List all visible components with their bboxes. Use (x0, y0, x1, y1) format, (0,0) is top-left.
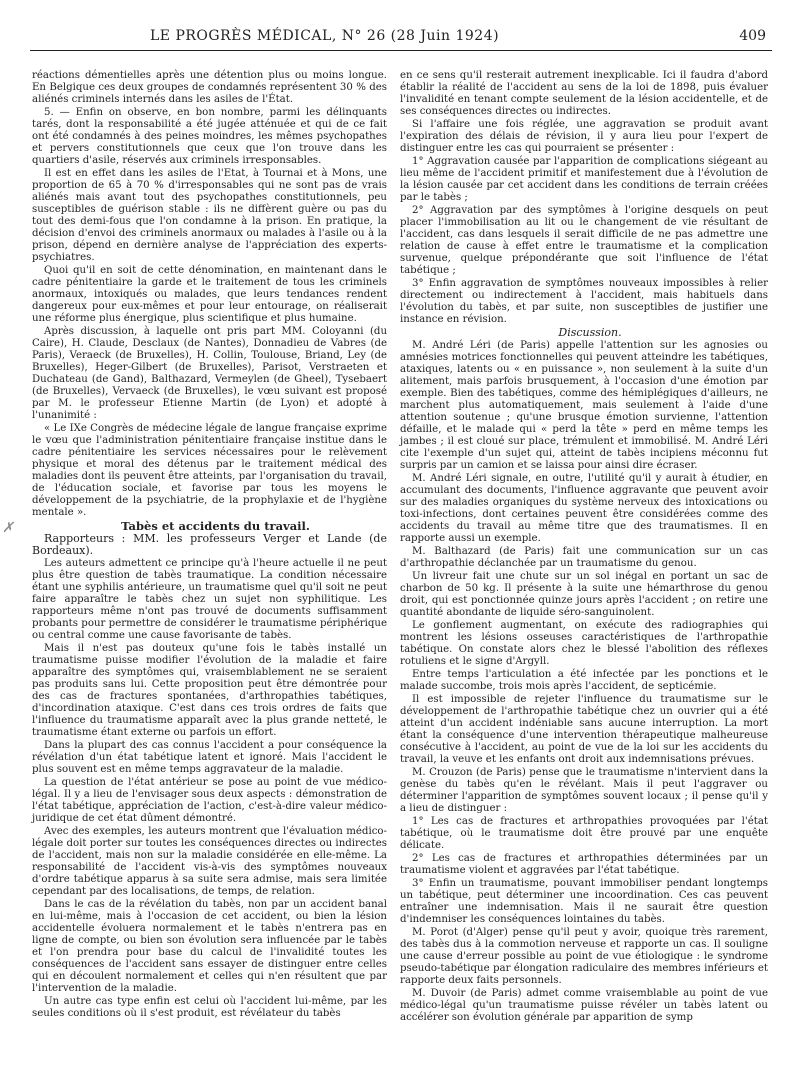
paragraph: M. Crouzon (de Paris) pense que le traumatisme n'intervient dans la genèse du tabès qu'en le révélant. Mais il peut l'aggraver ou déterminer l'apparition de symptômes souvent locaux ; il pense qu'il y a lieu de distinguer : (400, 767, 768, 814)
paragraph: M. André Léri (de Paris) appelle l'attention sur les agnosies ou amnésies motrices fonctionnelles qui peuvent atteindre les tabétiques, ataxiques, latents ou « en puissance », non seulement à la suite d'un alitement, mais parfois brusquement, à l'occasion d'une émotion par exemple. Bien des tabétiques, comme des hémiplégiques d'ailleurs, ne marchent plus automatiquement, mais seulement à l'aide d'une attention soutenue ; qu'une brusque émotion survienne, l'attention défaille, et le malade qui « perd la tête » perd en même temps les jambes ; il est cloué sur place, trémulent et immobilisé. M. André Léri cite l'exemple d'un sujet qui, atteint de tabès incipiens méconnu fut surpris par un camion et se laissa pour ainsi dire écraser. (400, 340, 768, 471)
paragraph: Il est en effet dans les asiles de l'Etat, à Tournai et à Mons, une proportion de 65 à 70 % d'irresponsables qui ne sont pas de vrais aliénés mais avant tout des psychopathes constitutionnels, peu susceptibles de guérison stable : ils ne diffèrent guère ou pas du tout des demi-fous que l'on condamne à la prison. En pratique, la décision d'envoi des criminels anormaux ou malades à l'asile ou à la prison, dépend en dernière analyse de l'appréciation des experts-psychiatres. (32, 168, 387, 263)
left-column (32, 70, 387, 1021)
paragraph: Un autre cas type enfin est celui où l'accident lui-même, par les seules conditions où il s'est produit, est révélateur du tabès (32, 996, 387, 1019)
paragraph: 2° Les cas de fractures et arthropathies déterminées par un traumatisme violent et aggravées par l'état tabétique. (400, 853, 768, 876)
paragraph: La question de l'état antérieur se pose au point de vue médico-légal. Il y a lieu de l'envisager sous deux aspects : démonstration de l'état tabétique, appréciation de l'action, c'est-à-dire valeur médico-juridique de cet état dûment démontré. (32, 777, 387, 824)
paragraph: Un livreur fait une chute sur un sol inégal en portant un sac de charbon de 50 kg. Il présente à la suite une hémarthrose du genou droit, qui est ponctionnée quinze jours après l'accident ; on retire une quantité abondante de liquide séro-sanguinolent. (400, 571, 768, 618)
paragraph: Mais il n'est pas douteux qu'une fois le tabès installé un traumatisme puisse modifier l'évolution de la maladie et faire apparaître des symptômes qui, vraisemblablement ne se seraient pas produits sans lui. Cette proposition peut être démontrée pour des cas de fractures spontanées, d'arthropathies tabétiques, d'incordination ataxique. C'est dans ces trois ordres de faits que l'influence du traumatisme apparaît avec la plus grande netteté, le traumatisme étant externe ou parfois un effort. (32, 643, 387, 738)
paragraph: 2° Aggravation par des symptômes à l'origine desquels on peut placer l'immobilisation au lit ou le changement de vie résultant de l'accident, cas dans lesquels il serait difficile de ne pas admettre une relation de cause à effet entre le traumatisme et la complication survenue, quelque prépondérante que soit l'influence de l'état tabétique ; (400, 205, 768, 276)
section-title: Tabès et accidents du travail. (121, 519, 310, 533)
paragraph: M. Duvoir (de Paris) admet comme vraisemblable au point de vue médico-légal qu'un traumatisme puisse révéler un tabès latent ou accélérer son évolution générale par apparition de symp (400, 988, 768, 1023)
paragraph: 1° Aggravation causée par l'apparition de complications siégeant au lieu même de l'accident primitif et manifestement due à l'évolution de la lésion causée par cet accident dans les conditions de terrain créées par le tabès ; (400, 156, 768, 203)
paragraph: Entre temps l'articulation a été infectée par les ponctions et le malade succombe, trois mois après l'accident, de septicémie. (400, 669, 768, 692)
running-title: LE PROGRÈS MÉDICAL, N° 26 (28 Juin 1924) (150, 28, 500, 44)
paragraph: 3° Enfin un traumatisme, pouvant immobiliser pendant longtemps un tabétique, peut déterminer une incoordination. Ces cas peuvent entraîner une indemnisation. Mais il ne saurait être question d'indemniser les conséquences lointaines du tabès. (400, 878, 768, 925)
paragraph: M. Porot (d'Alger) pense qu'il peut y avoir, quoique très rarement, des tabès dus à la commotion nerveuse et rapporte un cas. Il souligne une cause d'erreur possible au point de vue étiologique : le syndrome pseudo-tabétique par élongation radiculaire des membres inférieurs et rapporte deux faits personnels. (400, 927, 768, 986)
right-column (400, 70, 768, 1025)
paragraph: Dans la plupart des cas connus l'accident a pour conséquence la révélation d'un état tabétique latent et ignoré. Mais l'accident le plus souvent est en même temps aggravateur de la maladie. (32, 740, 387, 775)
rapporteurs-line: Rapporteurs : MM. les professeurs Verger et Lande (de Bordeaux). (32, 532, 387, 557)
paragraph: M. André Léri signale, en outre, l'utilité qu'il y aurait à étudier, en accumulant des documents, l'influence aggravante que peuvent avoir sur des maladies organiques du système nerveux des intoxications ou toxi-infections, dont certaines peuvent être considérées comme des accidents du travail au même titre que des traumatismes. Il en rapporte aussi un exemple. (400, 473, 768, 544)
paragraph: réactions démentielles après une détention plus ou moins longue. En Belgique ces deux groupes de condamnés représentent 30 % des aliénés criminels internés dans les asiles de l'État. (32, 70, 387, 105)
paragraph: Avec des exemples, les auteurs montrent que l'évaluation médico-légale doit porter sur toutes les conséquences directes ou indirectes de l'accident, mais non sur la maladie considérée en elle-même. La responsabilité de l'accident vis-à-vis des symptômes nouveaux d'ordre tabétique apparus à sa suite sera admise, mais sera limitée cependant par des localisations, de temps, de relation. (32, 826, 387, 897)
paragraph: Il est impossible de rejeter l'influence du traumatisme sur le développement de l'arthropathie tabétique chez un ouvrier qui a été atteint d'un accident indéniable sans aucune interruption. La mort étant la conséquence d'une intervention thérapeutique malheureuse consécutive à l'accident, au point de vue de la loi sur les accidents du travail, la veuve et les enfants ont droit aux indemnisations prévues. (400, 694, 768, 765)
paragraph: Dans le cas de la révélation du tabès, non par un accident banal en lui-même, mais à l'occasion de cet accident, ou bien la lésion accidentelle évoluera normalement et le tabès n'entrera pas en ligne de compte, ou bien son évolution sera influencée par le tabès et l'on prendra pour base du calcul de l'invalidité toutes les conséquences de l'accident sans essayer de distinguer entre celles qui en découlent normalement et celles qui n'en résultent que par l'intervention de la maladie. (32, 899, 387, 994)
paragraph: 3° Enfin aggravation de symptômes nouveaux impossibles à relier directement ou indirectement à l'accident, mais habituels dans l'évolution du tabès, et par suite, non susceptibles de justifier une instance en révision. (400, 278, 768, 325)
paragraph: Si l'affaire une fois réglée, une aggravation se produit avant l'expiration des délais de révision, il y aura lieu pour l'expert de distinguer entre les cas qui pourraient se présenter : (400, 119, 768, 154)
paragraph: Après discussion, à laquelle ont pris part MM. Coloyanni (du Caire), H. Claude, Desclaux (de Nantes), Donnadieu de Vabres (de Paris), Veraeck (de Bruxelles), H. Collin, Toulouse, Briand, Ley (de Bruxelles), Heger-Gilbert (de Bruxelles), Parisot, Verstraeten et Duchateau (de Gand), Balthazard, Vermeylen (de Gheel), Tysebaert (de Bruxelles), Vervaeck (de Bruxelles), le vœu suivant est proposé par M. le professeur Etienne Martin (de Lyon) et adopté à l'unanimité : (32, 326, 387, 421)
paragraph: Le gonflement augmentant, on exécute des radiographies qui montrent les lésions osseuses caractéristiques de l'arthropathie tabétique. On constate alors chez le blessé l'abolition des réflexes rotuliens et le signe d'Argyll. (400, 620, 768, 667)
paragraph: M. Balthazard (de Paris) fait une communication sur un cas d'arthropathie déclanchée par un traumatisme du genou. (400, 546, 768, 569)
paragraph: 1° Les cas de fractures et arthropathies provoquées par l'état tabétique, où le traumatisme doit être prouvé par une enquête délicate. (400, 816, 768, 851)
discussion-heading: Discussion. (558, 326, 622, 339)
paragraph: en ce sens qu'il resterait autrement inexplicable. Ici il faudra d'abord établir la réalité de l'accident au sens de la loi de 1898, puis évaluer l'invalidité en tenant compte seulement de la lésion accidentelle, et de ses conséquences directes ou indirectes. (400, 70, 768, 117)
page-number: 409 (739, 28, 766, 44)
page-header (30, 28, 772, 51)
handwritten-margin-mark: ✗ (2, 520, 14, 536)
paragraph: Les auteurs admettent ce principe qu'à l'heure actuelle il ne peut plus être question de tabès traumatique. La condition nécessaire étant une syphilis antérieure, un traumatisme quel qu'il soit ne peut faire apparaître le tabès chez un sujet non syphilitique. Les rapporteurs même n'ont pas trouvé de documents suffisamment probants pour permettre de considérer le traumatisme périphérique ou central comme une cause favorisante de tabès. (32, 558, 387, 641)
paragraph: Quoi qu'il en soit de cette dénomination, en maintenant dans le cadre pénitentiaire la garde et le traitement de tous les criminels anormaux, intoxiqués ou malades, que leurs tendances rendent dangereux pour eux-mêmes et pour leur entourage, on réaliserait une réforme plus énergique, plus scientifique et plus humaine. (32, 265, 387, 324)
paragraph: 5. — Enfin on observe, en bon nombre, parmi les délinquants tarés, dont la responsabilité a été jugée atténuée et qui de ce fait ont été condamnés à des peines moindres, les mêmes psychopathes et pervers constitutionnels que ceux que l'on trouve dans les quartiers d'asile, réservés aux criminels irresponsables. (32, 107, 387, 166)
paragraph: « Le IXe Congrès de médecine légale de langue française exprime le vœu que l'administration pénitentiaire française institue dans le cadre pénitentiaire les services nécessaires pour le relèvement physique et moral des détenus par le traitement médical des maladies dont ils peuvent être atteints, par l'organisation du travail, de l'éducation sociale, et favorise par tous les moyens le développement de la psychiatrie, de la prophylaxie et de l'hygiène mentale ». (32, 423, 387, 518)
